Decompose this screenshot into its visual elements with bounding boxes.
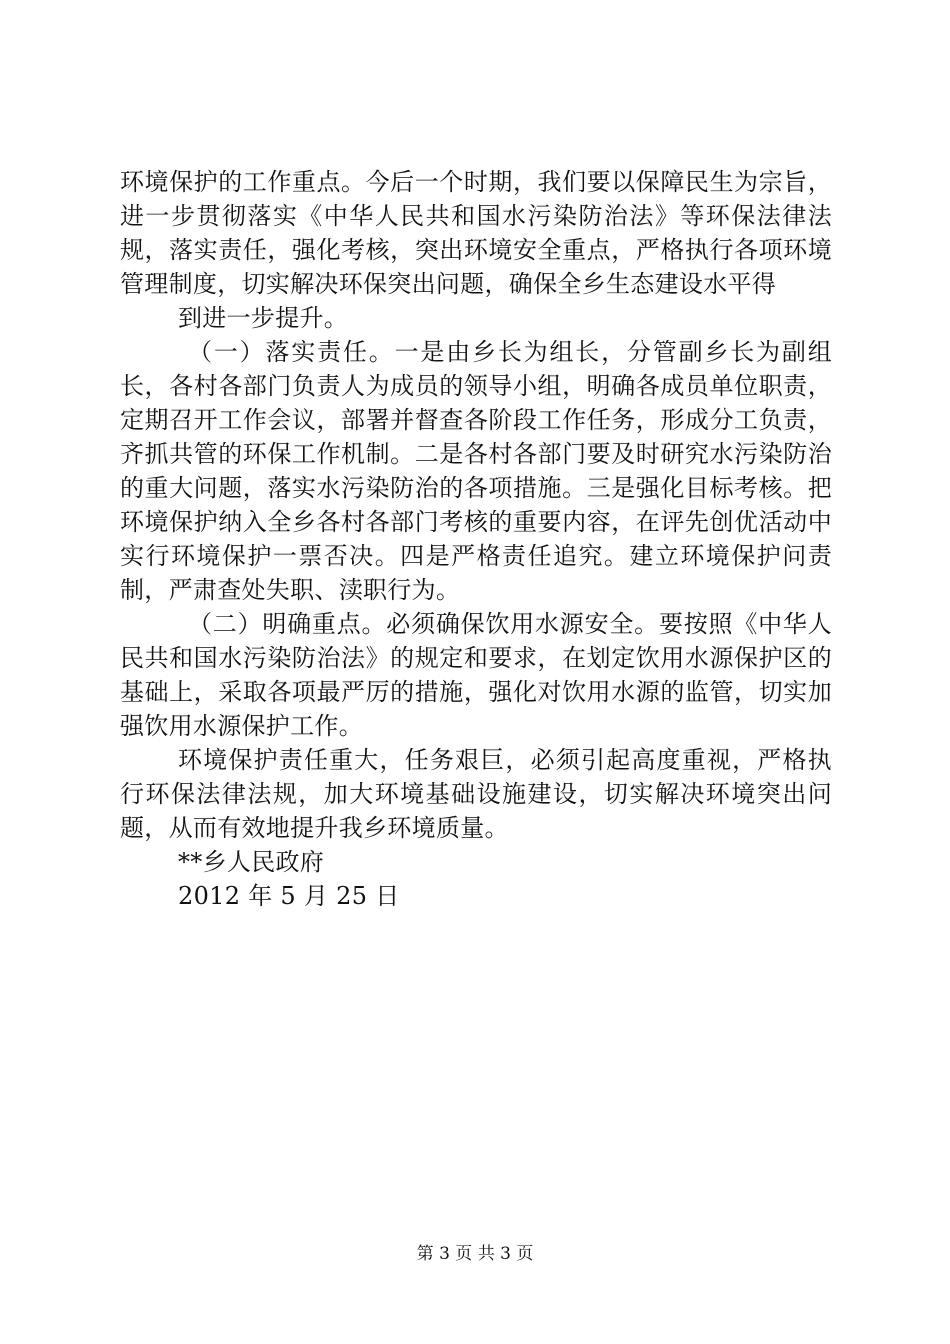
paragraph-conclusion: 环境保护责任重大，任务艰巨，必须引起高度重视，严格执行环保法律法规，加大环境基础设施建设，切实解决环境突出问题，从而有效地提升我乡环境质量。: [120, 746, 832, 842]
document-body: [120, 165, 832, 913]
signature-date: 2012 年 5 月 25 日: [178, 882, 400, 910]
paragraph-intro-continued: 环境保护的工作重点。今后一个时期，我们要以保障民生为宗旨，进一步贯彻落实《中华人民共和国水污染防治法》等环保法律法规，落实责任，强化考核，突出环境安全重点，严格执行各项环境管理制度，切实解决环保突出问题，确保全乡生态建设水平得: [120, 168, 832, 298]
page-footer: 第 3 页 共 3 页: [416, 1244, 534, 1264]
paragraph-continuation: 到进一步提升。: [178, 304, 349, 332]
paragraph-section-two: （二）明确重点。必须确保饮用水源安全。要按照《中华人民共和国水污染防治法》的规定和要求，在划定饮用水源保护区的基础上，采取各项最严厉的措施，强化对饮用水源的监管，切实加强饮用水源保护工作。: [120, 610, 832, 740]
paragraph-section-one: （一）落实责任。一是由乡长为组长，分管副乡长为副组长，各村各部门负责人为成员的领导小组，明确各成员单位职责，定期召开工作会议，部署并督查各阶段工作任务，形成分工负责，齐抓共管的环保工作机制。二是各村各部门要及时研究水污染防治的重大问题，落实水污染防治的各项措施。三是强化目标考核。把环境保护纳入全乡各村各部门考核的重要内容，在评先创优活动中实行环境保护一票否决。四是严格责任追究。建立环境保护问责制，严肃查处失职、渎职行为。: [120, 338, 832, 604]
signature-organization: **乡人民政府: [178, 848, 325, 876]
